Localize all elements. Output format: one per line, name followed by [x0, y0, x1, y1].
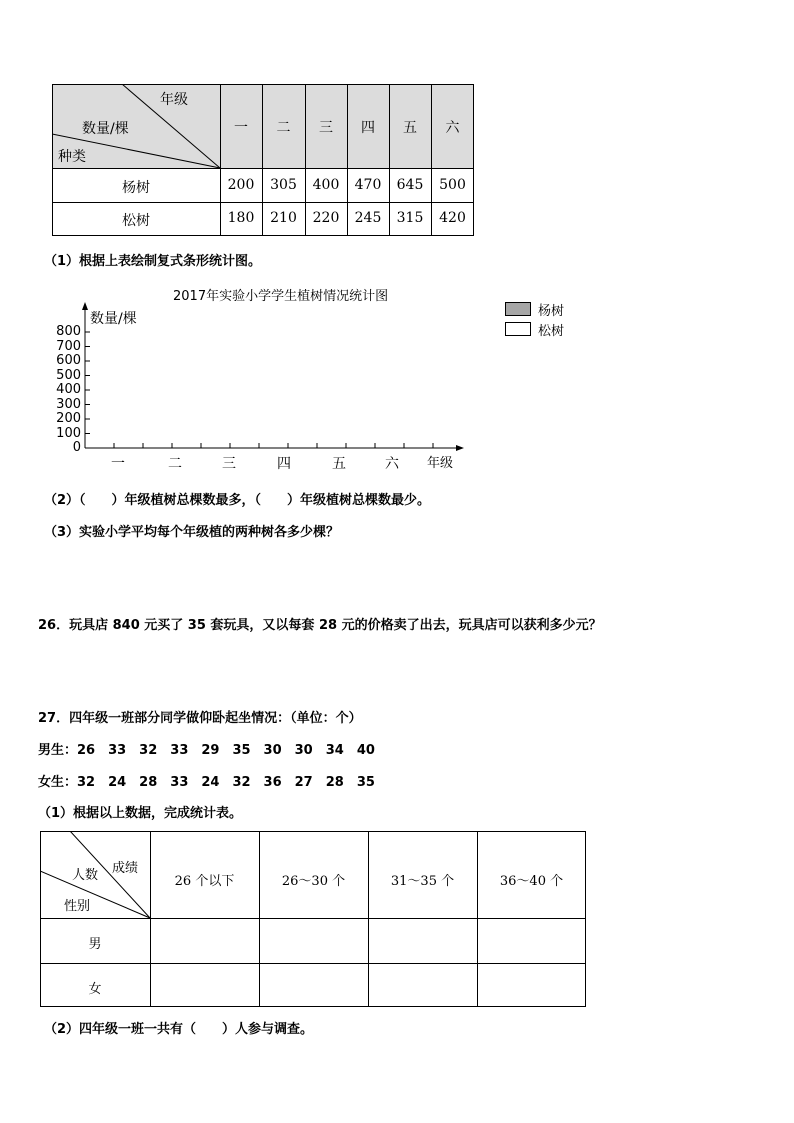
- x-category-label: 一: [111, 456, 125, 472]
- problem-27-question-1: （1）根据以上数据，完成统计表。: [38, 806, 243, 821]
- y-axis-label: 数量/棵: [90, 311, 137, 327]
- x-category-label: 三: [222, 456, 236, 472]
- chart-title: 2017年实验小学学生植树情况统计图: [173, 289, 389, 304]
- x-category-label: 五: [332, 456, 346, 472]
- column-header: 31～35 个: [390, 874, 455, 889]
- y-tick-label: 700: [56, 338, 81, 354]
- grade-header-5: 五: [403, 120, 417, 136]
- x-category-label: 四: [277, 456, 291, 472]
- table-cell: 645: [396, 177, 424, 193]
- y-tick-label: 800: [56, 324, 81, 339]
- question-1-text: （1）根据上表绘制复式条形统计图。: [44, 254, 262, 269]
- problem-27-question-2: （2）四年级一班一共有（ ）人参与调查。: [44, 1022, 314, 1037]
- table-cell: 420: [439, 210, 466, 226]
- column-header: 26～30 个: [281, 874, 346, 889]
- x-axis-arrow-icon: [456, 445, 464, 451]
- y-tick-label: 600: [56, 353, 81, 368]
- question-2-text: （2）（ ）年级植树总棵数最多，（ ）年级植树总棵数最少。: [44, 493, 431, 508]
- grade-header-6: 六: [445, 120, 460, 136]
- y-tick-label: 200: [56, 411, 81, 426]
- row-label-boys: 男: [88, 937, 102, 952]
- table-cell: 220: [312, 210, 340, 226]
- corner-label-gender: 性别: [64, 899, 91, 914]
- legend-swatch-poplar: [505, 302, 531, 316]
- problem-26-text: 26．玩具店 840 元买了 35 套玩具，又以每套 28 元的价格卖了出去，玩具店可以获利多少元？: [38, 618, 602, 633]
- corner-label-type: 种类: [58, 149, 86, 165]
- legend-label-pine: 松树: [538, 324, 565, 339]
- corner-label-count: 人数: [72, 868, 99, 883]
- question-3-text: （3）实验小学平均每个年级植的两种树各多少棵？: [44, 525, 340, 540]
- table-cell: 315: [396, 210, 424, 226]
- row-label-girls: 女: [88, 982, 102, 997]
- table-cell: 400: [312, 177, 340, 193]
- column-header: 26 个以下: [174, 874, 235, 889]
- grade-header-2: 二: [276, 120, 291, 136]
- x-category-label: 二: [168, 456, 182, 472]
- corner-label-quantity: 数量/棵: [82, 121, 129, 137]
- x-axis-label: 年级: [427, 456, 454, 471]
- column-header: 36～40 个: [499, 874, 564, 889]
- chart-axes: [82, 302, 464, 451]
- x-category-label: 六: [385, 456, 399, 472]
- y-tick-label: 100: [56, 425, 81, 441]
- girls-data: 女生：32 24 28 33 24 32 36 27 28 35: [38, 775, 375, 790]
- y-tick-label: 0: [72, 440, 81, 455]
- table-cell: 470: [354, 177, 382, 193]
- grade-header-3: 三: [319, 120, 333, 136]
- table-cell: 200: [227, 177, 255, 193]
- y-axis-arrow-icon: [82, 302, 88, 310]
- corner-label-score: 成绩: [112, 861, 139, 876]
- situp-stats-table: [40, 831, 586, 1007]
- grade-header-1: 一: [234, 120, 248, 136]
- y-tick-label: 500: [56, 367, 81, 383]
- table-cell: 305: [270, 177, 297, 193]
- y-tick-label: 400: [56, 382, 81, 397]
- y-tick-label: 300: [56, 396, 81, 412]
- tree-data-table: [52, 84, 474, 236]
- table-cell: 500: [439, 177, 466, 193]
- problem-27-title: 27．四年级一班部分同学做仰卧起坐情况：（单位：个）: [38, 711, 362, 726]
- table-cell: 245: [354, 210, 382, 226]
- table-cell: 210: [270, 210, 297, 226]
- y-tick-marks: [85, 332, 90, 448]
- grade-header-4: 四: [361, 120, 375, 136]
- boys-data: 男生：26 33 32 33 29 35 30 30 34 40: [38, 743, 375, 758]
- table-cell: 180: [227, 210, 255, 226]
- legend-label-poplar: 杨树: [538, 304, 565, 319]
- row-label-pine: 松树: [122, 213, 150, 229]
- corner-label-grade: 年级: [160, 92, 188, 108]
- row-label-poplar: 杨树: [122, 180, 150, 196]
- x-tick-marks: [114, 443, 433, 448]
- legend-swatch-pine: [505, 322, 531, 336]
